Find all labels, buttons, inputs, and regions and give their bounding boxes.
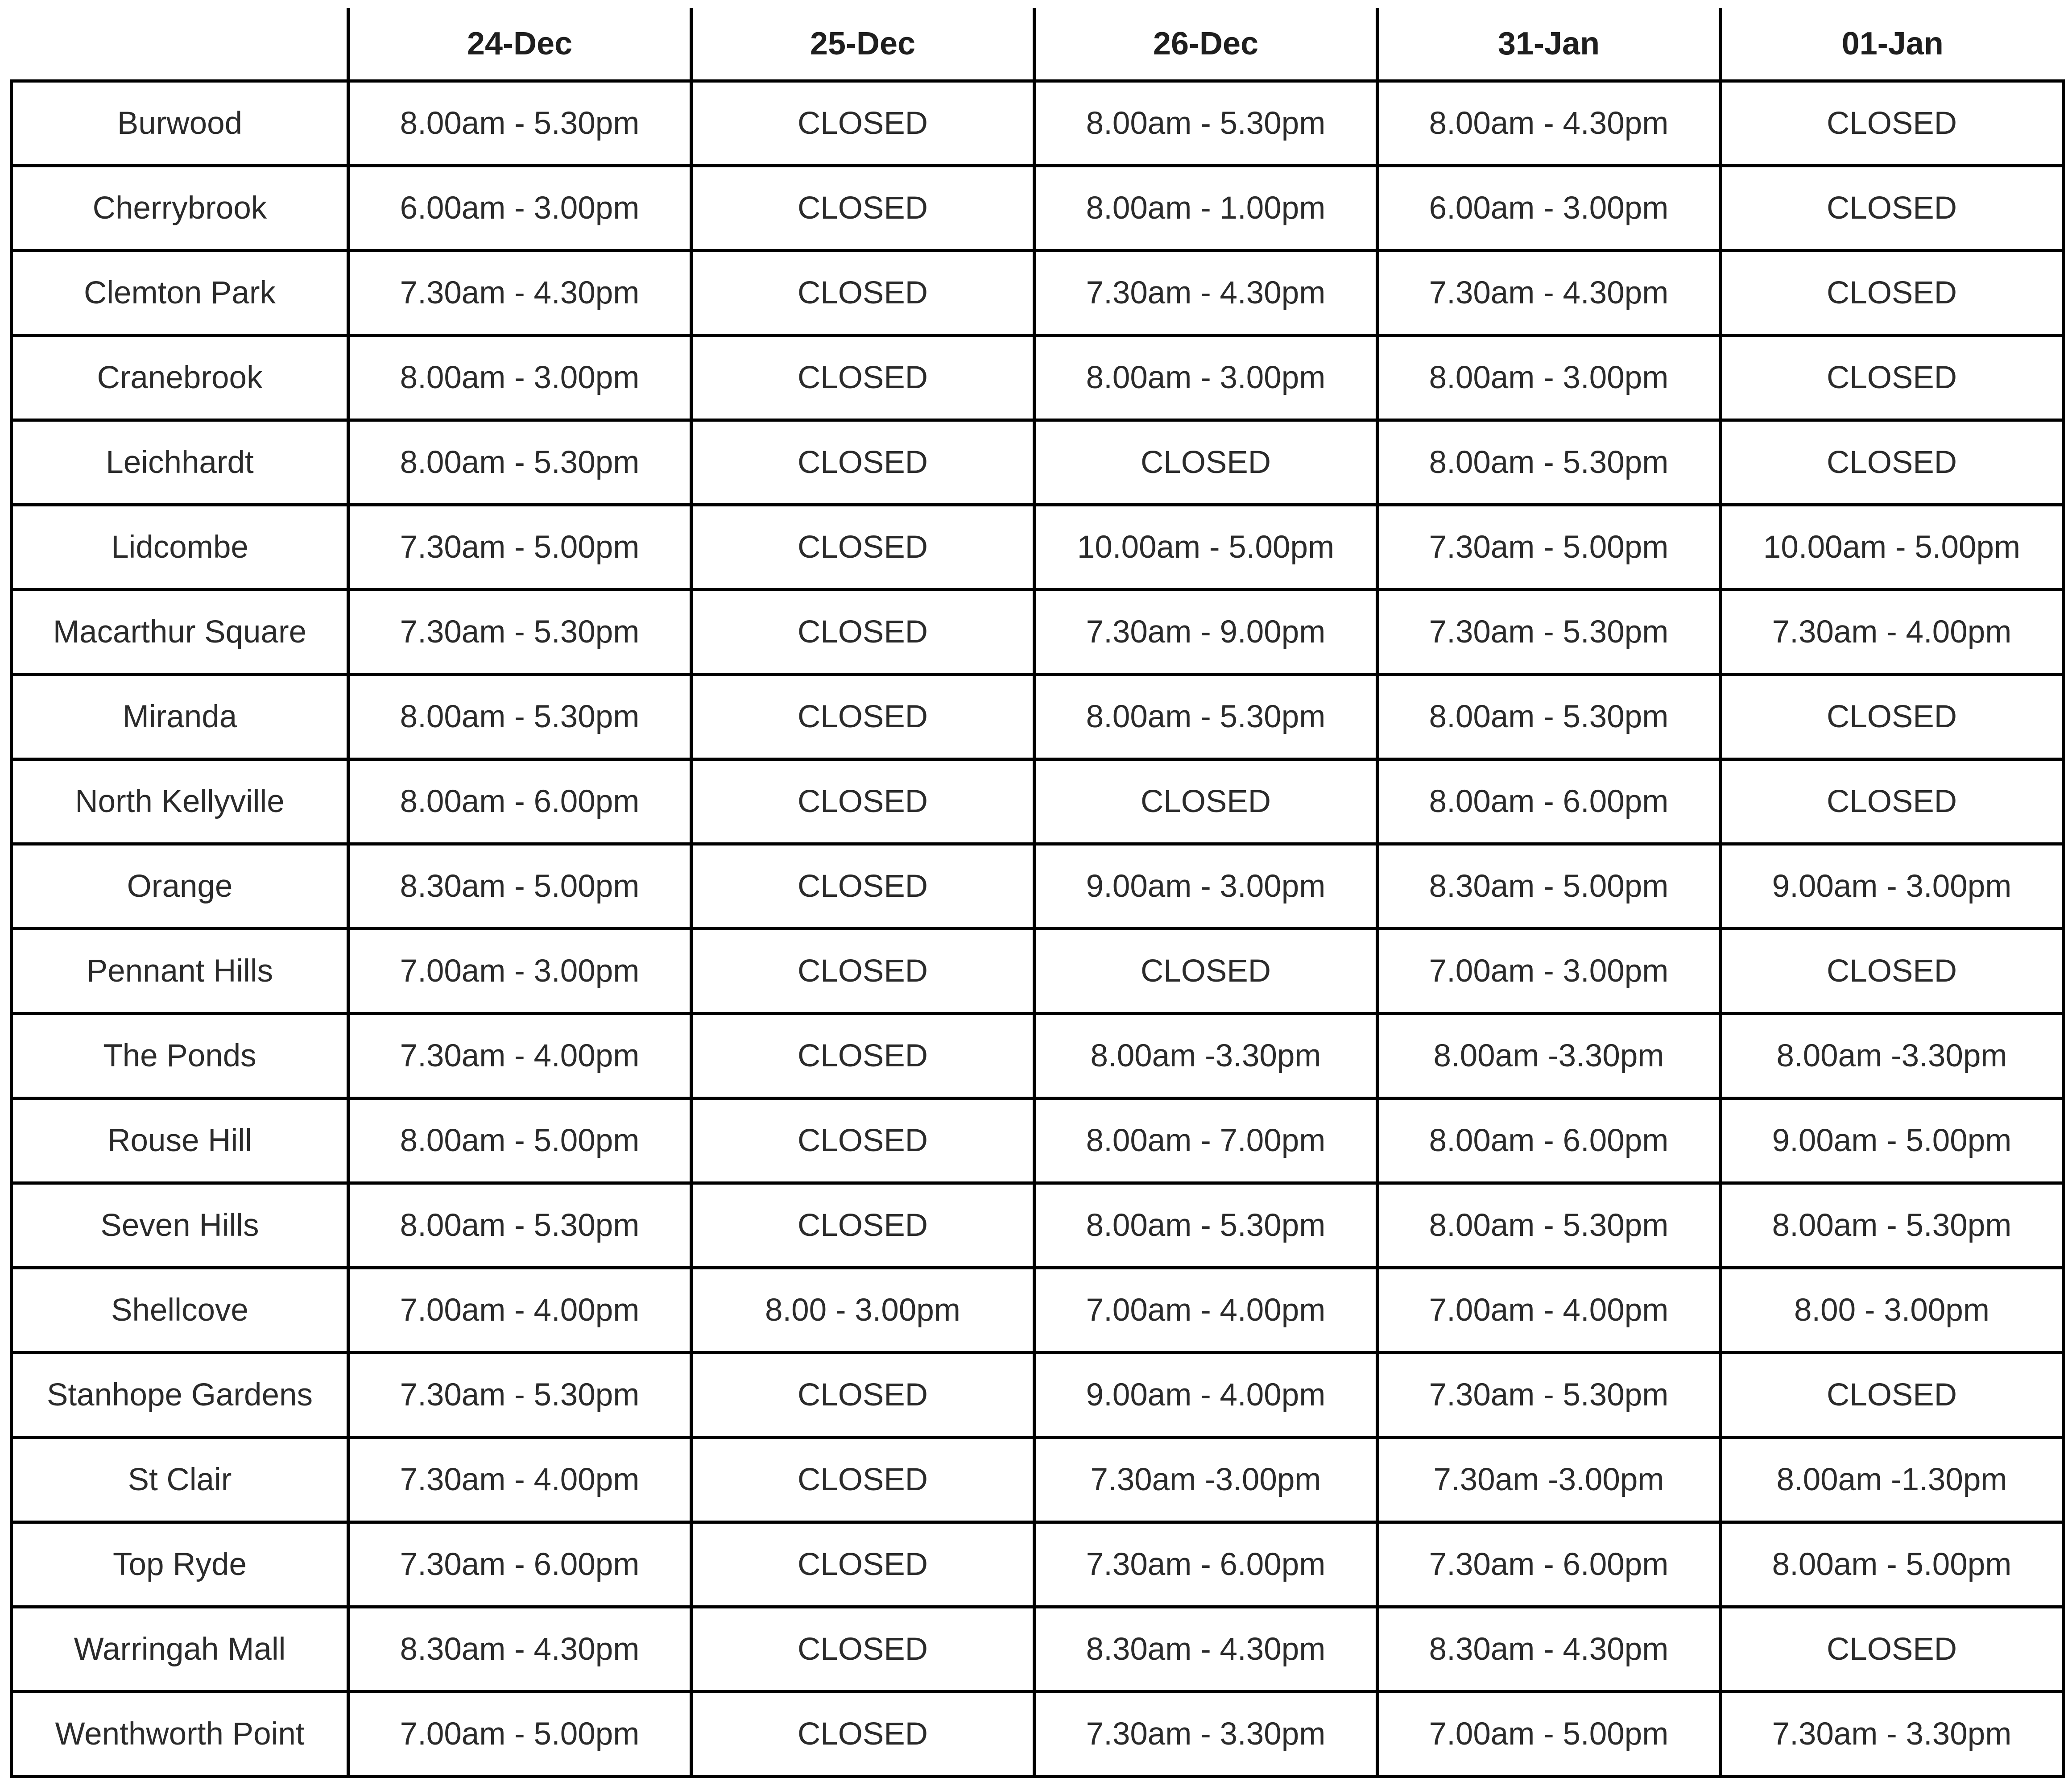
store-name-cell: Top Ryde — [12, 1522, 348, 1607]
hours-cell: 7.30am -3.00pm — [1377, 1438, 1720, 1522]
header-corner-cell — [12, 8, 348, 81]
store-name-cell: Stanhope Gardens — [12, 1353, 348, 1438]
hours-cell: CLOSED — [691, 759, 1034, 844]
hours-cell: 7.30am - 3.30pm — [1034, 1692, 1377, 1777]
hours-cell: 8.00am - 4.30pm — [1377, 81, 1720, 166]
hours-cell: CLOSED — [691, 1014, 1034, 1098]
table-row — [12, 844, 2064, 929]
table-header — [12, 8, 2064, 81]
hours-cell: 9.00am - 3.00pm — [1034, 844, 1377, 929]
hours-cell: 7.30am -3.00pm — [1034, 1438, 1377, 1522]
table-row — [12, 1098, 2064, 1183]
hours-cell: 7.30am - 4.00pm — [348, 1438, 691, 1522]
store-name-cell: Pennant Hills — [12, 929, 348, 1014]
table-row — [12, 251, 2064, 336]
hours-cell: CLOSED — [691, 844, 1034, 929]
hours-cell: CLOSED — [1720, 420, 2064, 505]
hours-cell: CLOSED — [691, 1607, 1034, 1692]
store-name-cell: Leichhardt — [12, 420, 348, 505]
hours-cell: 7.30am - 4.30pm — [348, 251, 691, 336]
table-row — [12, 1014, 2064, 1098]
hours-cell: CLOSED — [691, 251, 1034, 336]
store-name-cell: Clemton Park — [12, 251, 348, 336]
table-row — [12, 675, 2064, 759]
store-name-cell: Warringah Mall — [12, 1607, 348, 1692]
header-row — [12, 8, 2064, 81]
hours-cell: 8.00am - 3.00pm — [1377, 336, 1720, 420]
hours-cell: 7.30am - 5.00pm — [348, 505, 691, 590]
hours-cell: 7.30am - 5.30pm — [1377, 590, 1720, 675]
hours-cell: CLOSED — [1720, 759, 2064, 844]
hours-cell: 8.00am - 5.30pm — [1720, 1183, 2064, 1268]
hours-cell: 8.00 - 3.00pm — [691, 1268, 1034, 1353]
table-row — [12, 929, 2064, 1014]
hours-cell: CLOSED — [691, 1183, 1034, 1268]
hours-cell: 7.30am - 4.00pm — [348, 1014, 691, 1098]
hours-cell: 7.00am - 4.00pm — [1377, 1268, 1720, 1353]
column-header: 25-Dec — [691, 8, 1034, 81]
hours-cell: 7.30am - 5.00pm — [1377, 505, 1720, 590]
hours-cell: 8.00am - 5.00pm — [1720, 1522, 2064, 1607]
table-row — [12, 81, 2064, 166]
column-header: 31-Jan — [1377, 8, 1720, 81]
hours-cell: 8.00am - 1.00pm — [1034, 166, 1377, 251]
hours-cell: 10.00am - 5.00pm — [1034, 505, 1377, 590]
hours-cell: 8.00am - 6.00pm — [348, 759, 691, 844]
hours-cell: CLOSED — [1034, 929, 1377, 1014]
hours-cell: 7.30am - 6.00pm — [1034, 1522, 1377, 1607]
hours-cell: 8.00am - 6.00pm — [1377, 759, 1720, 844]
table-row — [12, 759, 2064, 844]
hours-cell: 7.30am - 4.30pm — [1034, 251, 1377, 336]
store-name-cell: Macarthur Square — [12, 590, 348, 675]
hours-cell: 8.00am - 5.30pm — [1034, 1183, 1377, 1268]
hours-cell: 6.00am - 3.00pm — [348, 166, 691, 251]
hours-cell: 7.30am - 6.00pm — [348, 1522, 691, 1607]
table-row — [12, 1607, 2064, 1692]
store-name-cell: Orange — [12, 844, 348, 929]
hours-cell: CLOSED — [1034, 420, 1377, 505]
hours-cell: 10.00am - 5.00pm — [1720, 505, 2064, 590]
hours-cell: 8.00am - 5.30pm — [348, 675, 691, 759]
hours-cell: 8.00am - 5.30pm — [348, 420, 691, 505]
store-name-cell: Shellcove — [12, 1268, 348, 1353]
hours-cell: 7.00am - 3.00pm — [1377, 929, 1720, 1014]
hours-cell: 9.00am - 3.00pm — [1720, 844, 2064, 929]
table-row — [12, 1438, 2064, 1522]
hours-cell: 8.30am - 5.00pm — [348, 844, 691, 929]
table-row — [12, 1692, 2064, 1777]
table-row — [12, 420, 2064, 505]
hours-cell: CLOSED — [691, 590, 1034, 675]
hours-cell: 7.30am - 5.30pm — [348, 590, 691, 675]
hours-cell: CLOSED — [1720, 251, 2064, 336]
table-row — [12, 1268, 2064, 1353]
hours-cell: CLOSED — [691, 1098, 1034, 1183]
hours-cell: 8.00am -1.30pm — [1720, 1438, 2064, 1522]
holiday-hours-table — [10, 8, 2065, 1778]
table-row — [12, 1353, 2064, 1438]
hours-cell: 9.00am - 4.00pm — [1034, 1353, 1377, 1438]
hours-cell: CLOSED — [691, 1692, 1034, 1777]
table-body — [12, 81, 2064, 1777]
hours-cell: 8.00am - 5.30pm — [1034, 675, 1377, 759]
column-header: 26-Dec — [1034, 8, 1377, 81]
hours-cell: 8.00am -3.30pm — [1720, 1014, 2064, 1098]
store-name-cell: Rouse Hill — [12, 1098, 348, 1183]
hours-cell: CLOSED — [691, 675, 1034, 759]
hours-cell: 8.00am - 3.00pm — [348, 336, 691, 420]
hours-cell: 7.30am - 4.00pm — [1720, 590, 2064, 675]
hours-cell: 7.00am - 3.00pm — [348, 929, 691, 1014]
hours-cell: 7.30am - 5.30pm — [348, 1353, 691, 1438]
hours-cell: 7.30am - 9.00pm — [1034, 590, 1377, 675]
hours-cell: 7.30am - 3.30pm — [1720, 1692, 2064, 1777]
hours-cell: 7.30am - 6.00pm — [1377, 1522, 1720, 1607]
hours-cell: 8.30am - 5.00pm — [1377, 844, 1720, 929]
store-name-cell: Miranda — [12, 675, 348, 759]
hours-cell: 8.30am - 4.30pm — [348, 1607, 691, 1692]
hours-cell: CLOSED — [691, 336, 1034, 420]
hours-cell: CLOSED — [691, 1353, 1034, 1438]
hours-cell: 7.30am - 5.30pm — [1377, 1353, 1720, 1438]
hours-cell: 8.00am -3.30pm — [1377, 1014, 1720, 1098]
hours-cell: 8.30am - 4.30pm — [1377, 1607, 1720, 1692]
hours-cell: CLOSED — [691, 1522, 1034, 1607]
hours-cell: 7.30am - 4.30pm — [1377, 251, 1720, 336]
hours-cell: CLOSED — [691, 1438, 1034, 1522]
hours-cell: CLOSED — [1720, 675, 2064, 759]
store-name-cell: The Ponds — [12, 1014, 348, 1098]
column-header: 24-Dec — [348, 8, 691, 81]
hours-cell: CLOSED — [691, 420, 1034, 505]
table-row — [12, 590, 2064, 675]
store-name-cell: North Kellyville — [12, 759, 348, 844]
store-name-cell: Cranebrook — [12, 336, 348, 420]
store-name-cell: Cherrybrook — [12, 166, 348, 251]
table-row — [12, 1522, 2064, 1607]
hours-cell: 7.00am - 5.00pm — [1377, 1692, 1720, 1777]
column-header: 01-Jan — [1720, 8, 2064, 81]
hours-cell: CLOSED — [1034, 759, 1377, 844]
hours-cell: CLOSED — [1720, 1353, 2064, 1438]
table-row — [12, 166, 2064, 251]
hours-cell: 8.00am - 6.00pm — [1377, 1098, 1720, 1183]
hours-cell: 8.00am - 7.00pm — [1034, 1098, 1377, 1183]
hours-cell: CLOSED — [691, 505, 1034, 590]
hours-cell: 8.00am - 5.30pm — [1377, 1183, 1720, 1268]
store-name-cell: Wenthworth Point — [12, 1692, 348, 1777]
hours-cell: 7.00am - 4.00pm — [1034, 1268, 1377, 1353]
hours-cell: 8.00am - 5.30pm — [1377, 675, 1720, 759]
table-row — [12, 1183, 2064, 1268]
hours-cell: CLOSED — [1720, 166, 2064, 251]
hours-cell: 7.00am - 4.00pm — [348, 1268, 691, 1353]
hours-cell: CLOSED — [1720, 929, 2064, 1014]
hours-cell: 8.00am - 5.30pm — [1034, 81, 1377, 166]
hours-cell: CLOSED — [691, 929, 1034, 1014]
hours-cell: 8.00am - 3.00pm — [1034, 336, 1377, 420]
hours-cell: 8.00am - 5.00pm — [348, 1098, 691, 1183]
store-name-cell: Lidcombe — [12, 505, 348, 590]
hours-cell: 8.00am - 5.30pm — [348, 1183, 691, 1268]
hours-cell: CLOSED — [1720, 1607, 2064, 1692]
table-row — [12, 505, 2064, 590]
hours-cell: CLOSED — [1720, 336, 2064, 420]
hours-cell: CLOSED — [691, 166, 1034, 251]
hours-cell: CLOSED — [691, 81, 1034, 166]
hours-cell: 8.30am - 4.30pm — [1034, 1607, 1377, 1692]
hours-cell: 8.00am - 5.30pm — [348, 81, 691, 166]
hours-cell: 8.00am - 5.30pm — [1377, 420, 1720, 505]
hours-cell: CLOSED — [1720, 81, 2064, 166]
hours-cell: 7.00am - 5.00pm — [348, 1692, 691, 1777]
table-row — [12, 336, 2064, 420]
hours-cell: 6.00am - 3.00pm — [1377, 166, 1720, 251]
store-name-cell: Burwood — [12, 81, 348, 166]
hours-cell: 9.00am - 5.00pm — [1720, 1098, 2064, 1183]
store-name-cell: St Clair — [12, 1438, 348, 1522]
hours-cell: 8.00 - 3.00pm — [1720, 1268, 2064, 1353]
store-name-cell: Seven Hills — [12, 1183, 348, 1268]
hours-cell: 8.00am -3.30pm — [1034, 1014, 1377, 1098]
